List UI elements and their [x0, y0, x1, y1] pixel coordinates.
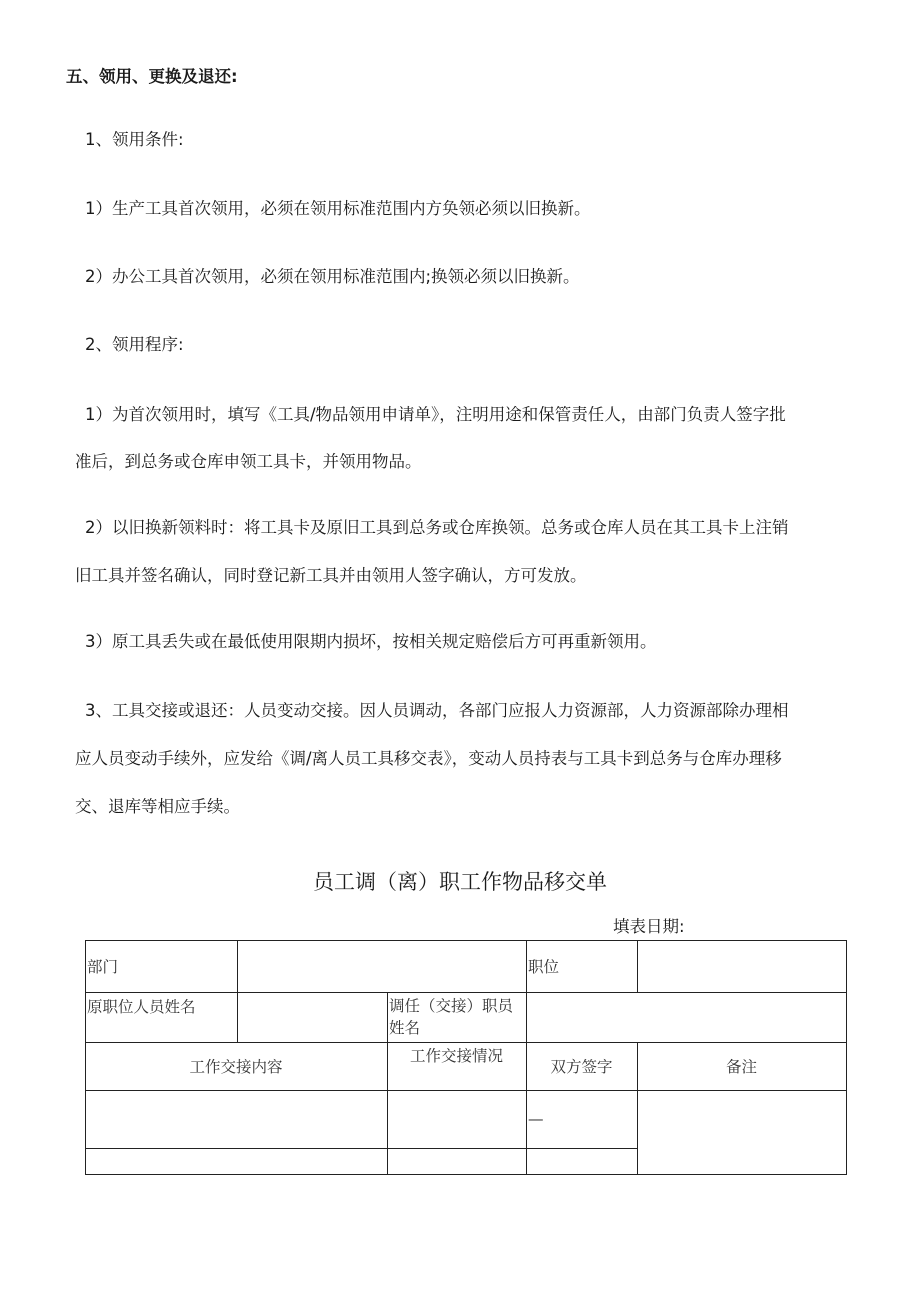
- clause-2-title: 2、领用程序:: [85, 335, 184, 354]
- table-border: [846, 940, 847, 1175]
- dept-label: 部门: [87, 958, 119, 976]
- clause-1-item-2: 2）办公工具首次领用，必须在领用标准范围内;换领必须以旧换新。: [85, 267, 580, 286]
- row-1-content[interactable]: [86, 1091, 387, 1148]
- form-date-label: 填表日期:: [613, 917, 685, 936]
- clause-1-title: 1、领用条件:: [85, 130, 184, 149]
- original-name-label: 原职位人员姓名: [87, 998, 196, 1016]
- handover-form-table: [85, 940, 847, 1175]
- transfer-name-label: [389, 995, 527, 1039]
- col-header-content: 工作交接内容: [189, 1058, 283, 1076]
- clause-2-item-1: 1）为首次领用时，填写《工具/物品领用申请单》，注明用途和保管责任人，由部门负责人签字批: [85, 405, 786, 424]
- clause-2-item-3: 3）原工具丢失或在最低使用限期内损坏，按相关规定赔偿后方可再重新领用。: [85, 632, 657, 651]
- section-heading: 五、领用、更换及退还:: [66, 67, 238, 86]
- col-header-remarks: 备注: [725, 1058, 757, 1076]
- clause-2-item-1-cont: 准后，到总务或仓库申领工具卡，并领用物品。: [75, 452, 422, 471]
- position-value[interactable]: [638, 941, 846, 992]
- form-title: 员工调（离）职工作物品移交单: [313, 870, 607, 894]
- table-border: [85, 1042, 847, 1043]
- dept-value[interactable]: [238, 941, 526, 992]
- col-header-signature: 双方签字: [550, 1058, 613, 1076]
- row-2-status[interactable]: [388, 1149, 526, 1174]
- clause-1-item-1: 1）生产工具首次领用，必须在领用标准范围内方奂领必须以旧换新。: [85, 199, 591, 218]
- table-border: [85, 1174, 847, 1175]
- clause-2-item-2-cont: 旧工具并签名确认，同时登记新工具并由领用人签字确认，方可发放。: [75, 566, 587, 585]
- clause-3: 3、工具交接或退还：人员变动交接。因人员调动，各部门应报人力资源部，人力资源部除办理相: [85, 701, 789, 720]
- row-1-status[interactable]: [388, 1091, 526, 1148]
- transfer-name-value[interactable]: [527, 993, 846, 1042]
- remarks-cell[interactable]: [638, 1091, 846, 1174]
- transfer-name-label-line1: 调任（交接）职员: [389, 997, 514, 1015]
- clause-3-cont-2: 交、退库等相应手续。: [75, 797, 240, 816]
- row-2-content[interactable]: [86, 1149, 387, 1174]
- position-label: 职位: [528, 958, 560, 976]
- row-1-signature[interactable]: —: [528, 1110, 544, 1128]
- transfer-name-label-line2: 姓名: [389, 1019, 421, 1037]
- original-name-value[interactable]: [238, 993, 387, 1042]
- clause-3-cont-1: 应人员变动手续外，应发给《调/离人员工具移交表》，变动人员持表与工具卡到总务与仓库办理移: [75, 749, 782, 768]
- col-header-status: 工作交接情况: [409, 1047, 503, 1065]
- row-2-signature[interactable]: [527, 1149, 637, 1174]
- clause-2-item-2: 2）以旧换新领料时：将工具卡及原旧工具到总务或仓库换领。总务或仓库人员在其工具卡上注销: [85, 518, 789, 537]
